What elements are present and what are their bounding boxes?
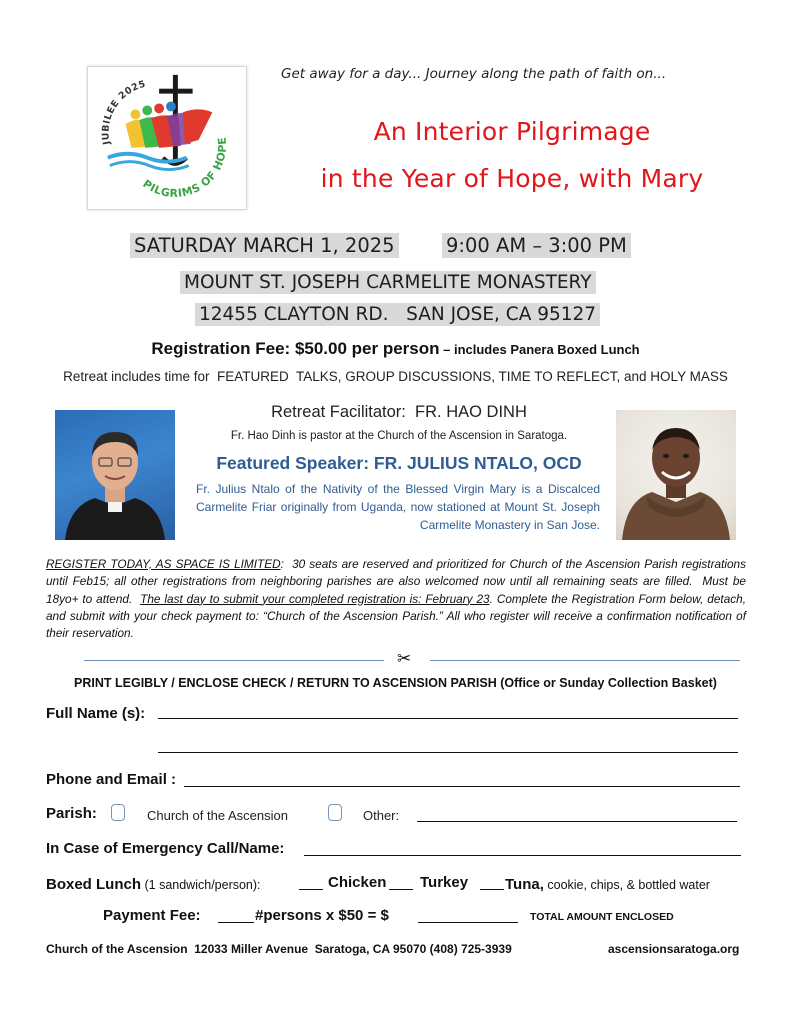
register-deadline: The last day to submit your completed registration is: February 23 [140, 591, 490, 606]
phone-email-label: Phone and Email : [46, 771, 177, 788]
registration-fee [0, 339, 791, 359]
cut-line-left [84, 660, 384, 661]
logo-arc-bottom: PILGRIMS OF HOPE [140, 136, 230, 200]
event-date: SATURDAY MARCH 1, 2025 [130, 233, 399, 258]
register-lead: REGISTER TODAY, AS SPACE IS LIMITED [46, 557, 281, 571]
register-part1: : 30 seats are reserved and prioritized for Church of the Ascension Parish registrations until Feb15; all other registrations from neighboring parishes are also welcomed now until all remaining seats are filled. Must be 18yo+ to attend. [46, 557, 750, 606]
lunch-option-tuna: Tuna, [505, 876, 544, 893]
boxed-lunch-row [46, 874, 261, 893]
scissors-icon: ✂ [397, 649, 412, 669]
portrait-icon [616, 410, 736, 540]
event-venue-wrap [180, 271, 596, 294]
persons-field[interactable] [218, 922, 254, 923]
payment-formula: #persons x $50 = $ [255, 907, 389, 924]
event-date-wrap [130, 233, 399, 258]
footer-address: Church of the Ascension 12033 Miller Avenue Saratoga, CA 95070 (408) 725-3939 [46, 942, 512, 956]
total-amount-label: TOTAL AMOUNT ENCLOSED [530, 911, 674, 923]
facilitator-photo [55, 410, 175, 540]
event-venue: MOUNT ST. JOSEPH CARMELITE MONASTERY [180, 271, 596, 294]
event-time-wrap [442, 233, 631, 258]
phone-email-field[interactable] [184, 786, 740, 787]
full-name-field-2[interactable] [158, 752, 738, 753]
lunch-option-turkey: Turkey [420, 874, 469, 891]
event-address: 12455 CLAYTON RD. SAN JOSE, CA 95127 [195, 303, 600, 326]
emergency-label: In Case of Emergency Call/Name: [46, 840, 285, 857]
parish-other-checkbox[interactable] [328, 804, 342, 821]
logo-arc-top: JUBILEE 2025 [100, 78, 148, 146]
event-time: 9:00 AM – 3:00 PM [442, 233, 631, 258]
parish-ascension-checkbox[interactable] [111, 804, 125, 821]
form-instructions: PRINT LEGIBLY / ENCLOSE CHECK / RETURN TO ASCENSION PARISH (Office or Sunday Collection Basket) [74, 676, 717, 690]
speaker-description: Fr. Julius Ntalo of the Nativity of the Blessed Virgin Mary is a Discalced Carmelite Friar originally from Uganda, now stationed at Mount St. Joseph Carmelite Monastery in San Jose. [196, 482, 600, 532]
retreat-includes: Retreat includes time for FEATURED TALKS, GROUP DISCUSSIONS, TIME TO REFLECT, and HOLY MASS [63, 369, 728, 384]
footer-website[interactable]: ascensionsaratoga.org [608, 942, 740, 956]
lunch-note: (1 sandwich/person): [141, 878, 261, 892]
register-part2: . Complete the Registration Form below, detach, and submit with your check payment to: “Church of the Ascension Parish.” All who register will receive a confirmation notification of their reservation. [46, 591, 746, 641]
lunch-chicken-blank[interactable] [299, 889, 323, 890]
portrait-icon [55, 410, 175, 540]
facilitator-heading: Retreat Facilitator: FR. HAO DINH [271, 403, 527, 421]
speaker-photo [616, 410, 736, 540]
lunch-tuna-wrap [505, 874, 710, 893]
emergency-field[interactable] [304, 855, 741, 856]
jubilee-logo-icon [88, 67, 246, 209]
fee-note: – includes Panera Boxed Lunch [439, 342, 640, 357]
full-name-field[interactable] [158, 718, 738, 719]
fee-main: Registration Fee: $50.00 per person [151, 339, 440, 358]
title-line-2: in the Year of Hope, with Mary [320, 164, 704, 193]
parish-option-ascension: Church of the Ascension [147, 808, 288, 823]
speaker-heading: Featured Speaker: FR. JULIUS NTALO, OCD [216, 453, 582, 473]
parish-label: Parish: [46, 805, 97, 822]
cut-line-right [430, 660, 740, 661]
lunch-extras: cookie, chips, & bottled water [543, 878, 710, 892]
payment-amount-field[interactable] [418, 922, 518, 923]
lunch-tuna-blank[interactable] [480, 889, 504, 890]
payment-label: Payment Fee: [103, 907, 201, 924]
lunch-option-chicken: Chicken [328, 874, 387, 891]
lunch-turkey-blank[interactable] [389, 889, 413, 890]
payment-row [103, 907, 201, 924]
registration-notice [46, 556, 750, 642]
jubilee-2025-logo [87, 66, 247, 210]
parish-other-field[interactable] [417, 821, 737, 822]
facilitator-description: Fr. Hao Dinh is pastor at the Church of the Ascension in Saratoga. [230, 430, 568, 442]
parish-option-other: Other: [363, 808, 400, 823]
event-address-wrap [195, 303, 600, 326]
tagline: Get away for a day... Journey along the path of faith on... [281, 66, 667, 82]
lunch-label: Boxed Lunch [46, 876, 142, 893]
full-name-label: Full Name (s): [46, 705, 146, 722]
title-line-1: An Interior Pilgrimage [373, 117, 651, 146]
